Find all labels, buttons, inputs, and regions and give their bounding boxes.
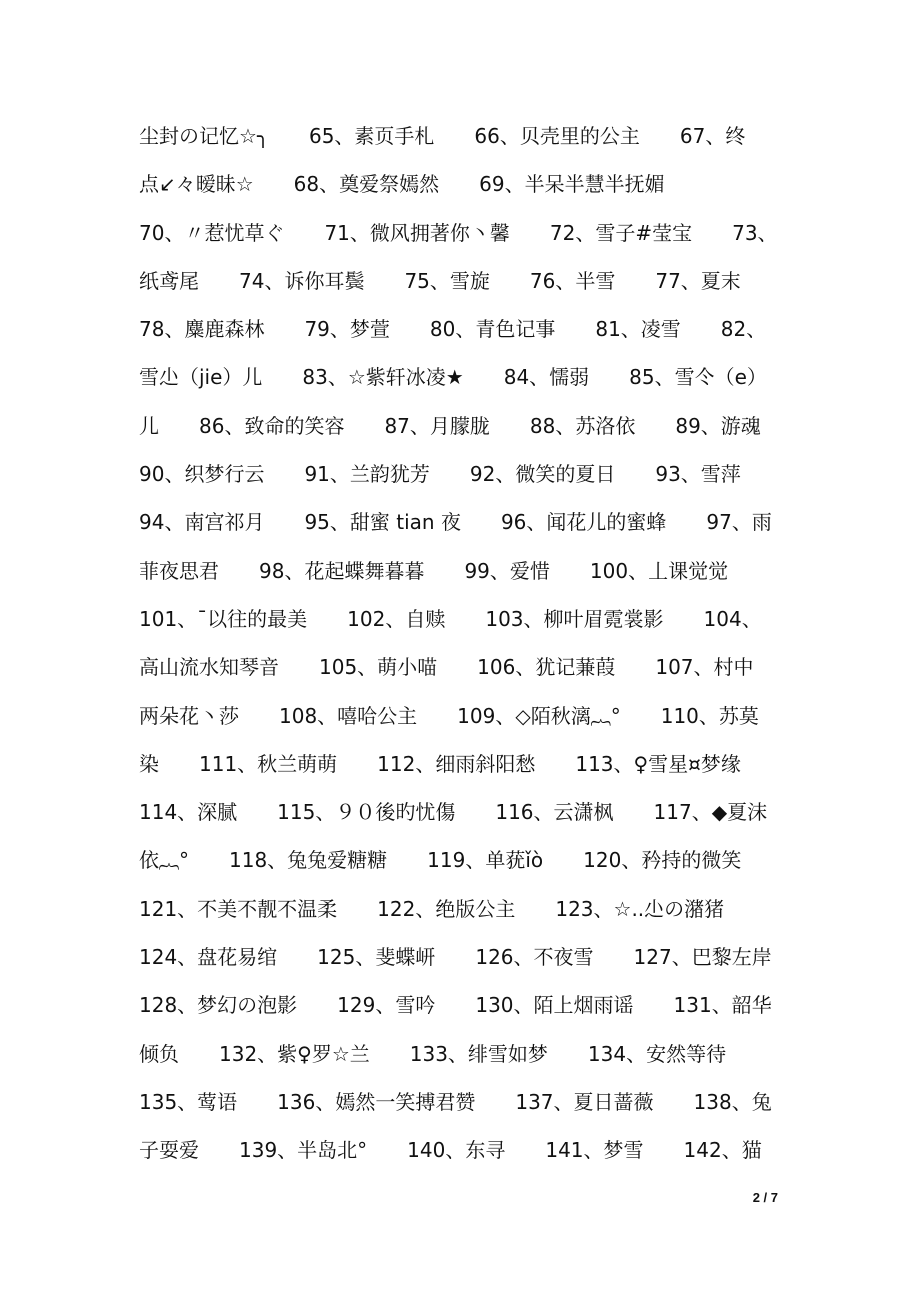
text-line: 倾负 132、紫♀罗☆兰 133、绯雪如梦 134、安然等待 xyxy=(139,1041,727,1066)
text-line: 128、梦幻の泡影 129、雪吟 130、陌上烟雨谣 131、韶华 xyxy=(139,993,772,1018)
text-line: 点↙々暧昧☆ 68、奠爱祭嫣然 69、半呆半慧半抚媚 xyxy=(139,172,665,197)
text-line: 高山流水知琴音 105、萌小喵 106、犹记蒹葭 107、村中 xyxy=(139,655,754,680)
text-line: 纸鸢尾 74、诉你耳鬓 75、雪旋 76、半雪 77、夏末 xyxy=(139,268,741,293)
page-number: 2 / 7 xyxy=(752,1190,778,1205)
text-line: 135、莺语 136、嫣然一笑搏君赞 137、夏日蔷薇 138、兔 xyxy=(139,1089,772,1114)
text-line: 两朵花丶莎 108、嘻哈公主 109、◇陌秋漓︷° 110、苏莫 xyxy=(139,703,759,728)
text-line: 94、南宫祁月 95、甜蜜 tian 夜 96、闻花儿的蜜蜂 97、雨 xyxy=(139,510,772,535)
text-line: 70、〃惹忧草ぐ 71、微风拥著你丶馨 72、雪子#莹宝 73、 xyxy=(139,220,778,245)
text-line: 101、ˉ以往的最美 102、自赎 103、柳叶眉霓裳影 104、 xyxy=(139,606,762,631)
text-line: 雪尐（jie）儿 83、☆紫轩冰凌★ 84、懦弱 85、雪仒（e） xyxy=(139,365,767,390)
text-line: 染 111、秋兰萌萌 112、细雨斜阳愁 113、♀雪星¤梦缘 xyxy=(139,751,741,776)
text-line: 124、盘花易绾 125、斐蝶岍 126、不夜雪 127、巴黎左岸 xyxy=(139,945,772,970)
text-line: 依︷° 118、兔兔爱糖糖 119、单莸ǐò 120、矜持的微笑 xyxy=(139,848,742,873)
text-line: 114、深腻 115、９０後旳忧傷 116、云潇枫 117、◆夏沫 xyxy=(139,800,768,825)
text-line: 菲夜思君 98、花起蝶舞暮暮 99、爱惜 100、丄课觉觉 xyxy=(139,558,729,583)
text-line: 78、麋鹿森林 79、梦萱 80、青色记事 81、凌雪 82、 xyxy=(139,317,767,342)
page-body xyxy=(139,112,799,1175)
text-line: 儿 86、致命的笑容 87、月朦胧 88、苏洛依 89、游魂 xyxy=(139,413,761,438)
text-line: 90、织梦行云 91、兰韵犹芳 92、微笑的夏日 93、雪萍 xyxy=(139,462,741,487)
text-line: 子耍爱 139、半岛北° 140、东寻 141、梦雪 142、猫 xyxy=(139,1138,762,1163)
text-line: 121、不美不靓不温柔 122、绝版公主 123、☆..尐の潴猪 xyxy=(139,896,725,921)
text-line: 尘封の记忆☆╮ 65、素页手札 66、贝壳里的公主 67、终 xyxy=(139,124,746,148)
